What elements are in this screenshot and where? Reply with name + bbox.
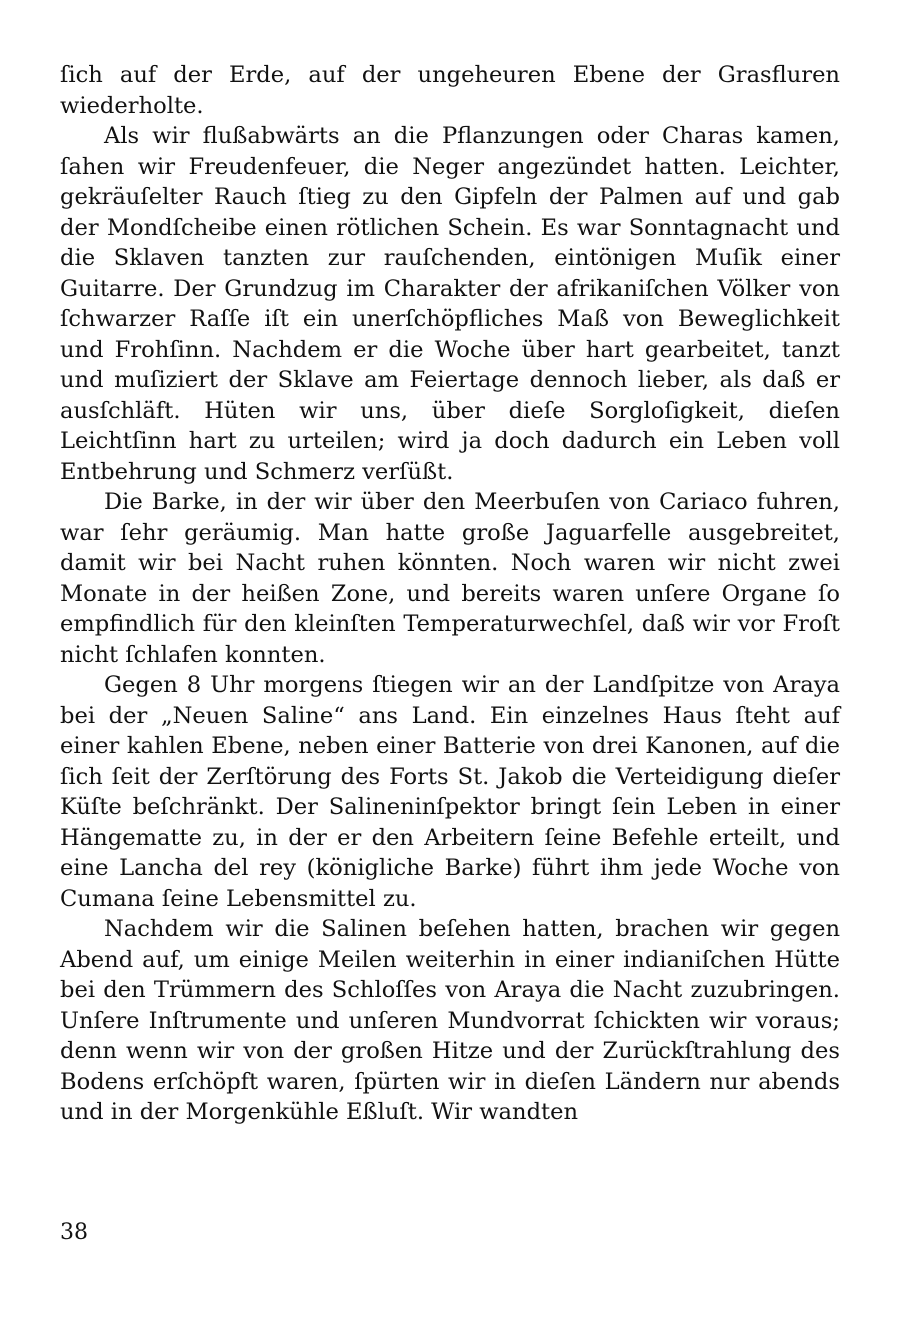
paragraph-charas: Als wir flußabwärts an die Pflanzungen oder Charas kamen, ſahen wir Freudenfeuer, die Neger angezündet hatten. Leichter, gekräuſelter Rauch ſtieg zu den Gipfeln der Palmen auf und gab der Mondſcheibe einen rötlichen Schein. Es war Sonntagnacht und die Sklaven tanzten zur rauſchenden, eintönigen Muſik einer Guitarre. Der Grundzug im Charakter der afrikaniſchen Völker von ſchwarzer Raſſe iſt ein unerſchöpfliches Maß von Beweglichkeit und Frohſinn. Nachdem er die Woche über hart gearbeitet, tanzt und muſiziert der Sklave am Feiertage dennoch lieber, als daß er ausſchläft. Hüten wir uns, über dieſe Sorgloſigkeit, dieſen Leichtſinn hart zu urteilen; wird ja doch dadurch ein Leben voll Entbehrung und Schmerz verſüßt. bbox=[60, 123, 840, 485]
paragraph-barke: Die Barke, in der wir über den Meerbuſen von Cariaco fuhren, war ſehr geräumig. Man hatte große Jaguarfelle ausgebreitet, damit wir bei Nacht ruhen könnten. Noch waren wir nicht zwei Monate in der heißen Zone, und bereits waren unſere Organe ſo empfindlich für den kleinſten Temperaturwechſel, daß wir vor Froſt nicht ſchlafen konnten. bbox=[60, 489, 840, 668]
paragraph-araya: Gegen 8 Uhr morgens ſtiegen wir an der Landſpitze von Araya bei der „Neuen Saline“ ans Land. Ein einzelnes Haus ſteht auf einer kahlen Ebene, neben einer Batterie von drei Kanonen, auf die ſich ſeit der Zerſtörung des Forts St. Jakob die Verteidigung dieſer Küſte beſchränkt. Der Salineninſpektor bringt ſein Leben in einer Hängematte zu, in der er den Arbeitern ſeine Befehle erteilt, und eine Lancha del rey (königliche Barke) führt ihm jede Woche von Cumana ſeine Lebensmittel zu. bbox=[60, 672, 840, 912]
paragraph-continued: ſich auf der Erde, auf der ungeheuren Ebene der Grasfluren wiederholte. bbox=[60, 62, 840, 119]
page-number: 38 bbox=[60, 1220, 88, 1245]
body-text bbox=[60, 60, 840, 1128]
paragraph-salinen: Nachdem wir die Salinen beſehen hatten, brachen wir gegen Abend auf, um einige Meilen weiterhin in einer indianiſchen Hütte bei den Trümmern des Schloſſes von Araya die Nacht zuzubringen. Unſere Inſtrumente und unſeren Mundvorrat ſchickten wir voraus; denn wenn wir von der großen Hitze und der Zurückſtrahlung des Bodens erſchöpft waren, ſpürten wir in dieſen Ländern nur abends und in der Morgenkühle Eßluſt. Wir wandten bbox=[60, 916, 840, 1125]
